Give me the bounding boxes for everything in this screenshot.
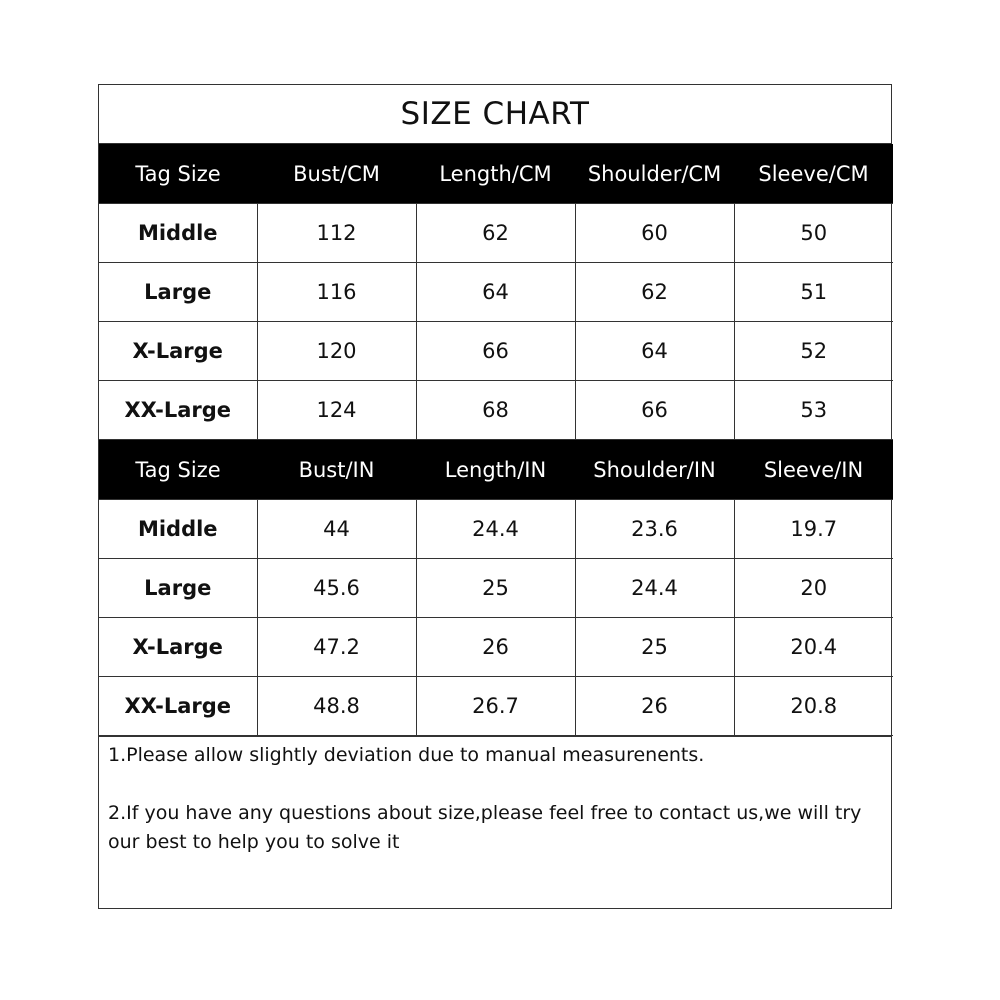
value-cell: 50 bbox=[734, 204, 893, 263]
value-cell: 112 bbox=[257, 204, 416, 263]
value-cell: 62 bbox=[575, 263, 734, 322]
value-cell: 20 bbox=[734, 559, 893, 618]
value-cell: 20.4 bbox=[734, 618, 893, 677]
value-cell: 20.8 bbox=[734, 677, 893, 736]
tag-size-cell: XX-Large bbox=[99, 381, 257, 440]
table-row bbox=[99, 322, 893, 381]
table-row bbox=[99, 618, 893, 677]
size-table bbox=[99, 144, 893, 736]
tag-size-cell: Large bbox=[99, 559, 257, 618]
cm-header-row bbox=[99, 144, 893, 204]
table-row bbox=[99, 677, 893, 736]
value-cell: 64 bbox=[416, 263, 575, 322]
tag-size-cell: Middle bbox=[99, 500, 257, 559]
value-cell: 26 bbox=[575, 677, 734, 736]
header-cell: Tag Size bbox=[99, 440, 257, 500]
header-cell: Shoulder/IN bbox=[575, 440, 734, 500]
value-cell: 116 bbox=[257, 263, 416, 322]
chart-title: SIZE CHART bbox=[99, 85, 891, 144]
value-cell: 66 bbox=[575, 381, 734, 440]
value-cell: 53 bbox=[734, 381, 893, 440]
header-cell: Sleeve/CM bbox=[734, 144, 893, 204]
value-cell: 45.6 bbox=[257, 559, 416, 618]
header-cell: Bust/CM bbox=[257, 144, 416, 204]
table-row bbox=[99, 381, 893, 440]
size-chart bbox=[98, 84, 892, 909]
value-cell: 68 bbox=[416, 381, 575, 440]
value-cell: 25 bbox=[416, 559, 575, 618]
tag-size-cell: XX-Large bbox=[99, 677, 257, 736]
value-cell: 47.2 bbox=[257, 618, 416, 677]
notes-section bbox=[99, 736, 891, 857]
header-cell: Length/IN bbox=[416, 440, 575, 500]
table-row bbox=[99, 559, 893, 618]
tag-size-cell: X-Large bbox=[99, 322, 257, 381]
value-cell: 25 bbox=[575, 618, 734, 677]
header-cell: Tag Size bbox=[99, 144, 257, 204]
value-cell: 66 bbox=[416, 322, 575, 381]
header-cell: Shoulder/CM bbox=[575, 144, 734, 204]
tag-size-cell: Middle bbox=[99, 204, 257, 263]
table-row bbox=[99, 204, 893, 263]
value-cell: 48.8 bbox=[257, 677, 416, 736]
value-cell: 124 bbox=[257, 381, 416, 440]
tag-size-cell: X-Large bbox=[99, 618, 257, 677]
header-cell: Bust/IN bbox=[257, 440, 416, 500]
value-cell: 24.4 bbox=[416, 500, 575, 559]
note-2: 2.If you have any questions about size,please feel free to contact us,we will try our best to help you to solve it bbox=[108, 802, 862, 853]
value-cell: 24.4 bbox=[575, 559, 734, 618]
note-1: 1.Please allow slightly deviation due to manual measurenents. bbox=[108, 744, 705, 766]
table-row bbox=[99, 263, 893, 322]
value-cell: 26 bbox=[416, 618, 575, 677]
value-cell: 44 bbox=[257, 500, 416, 559]
value-cell: 60 bbox=[575, 204, 734, 263]
header-cell: Sleeve/IN bbox=[734, 440, 893, 500]
value-cell: 62 bbox=[416, 204, 575, 263]
value-cell: 26.7 bbox=[416, 677, 575, 736]
value-cell: 52 bbox=[734, 322, 893, 381]
value-cell: 19.7 bbox=[734, 500, 893, 559]
header-cell: Length/CM bbox=[416, 144, 575, 204]
tag-size-cell: Large bbox=[99, 263, 257, 322]
value-cell: 51 bbox=[734, 263, 893, 322]
value-cell: 23.6 bbox=[575, 500, 734, 559]
value-cell: 64 bbox=[575, 322, 734, 381]
in-header-row bbox=[99, 440, 893, 500]
table-row bbox=[99, 500, 893, 559]
value-cell: 120 bbox=[257, 322, 416, 381]
